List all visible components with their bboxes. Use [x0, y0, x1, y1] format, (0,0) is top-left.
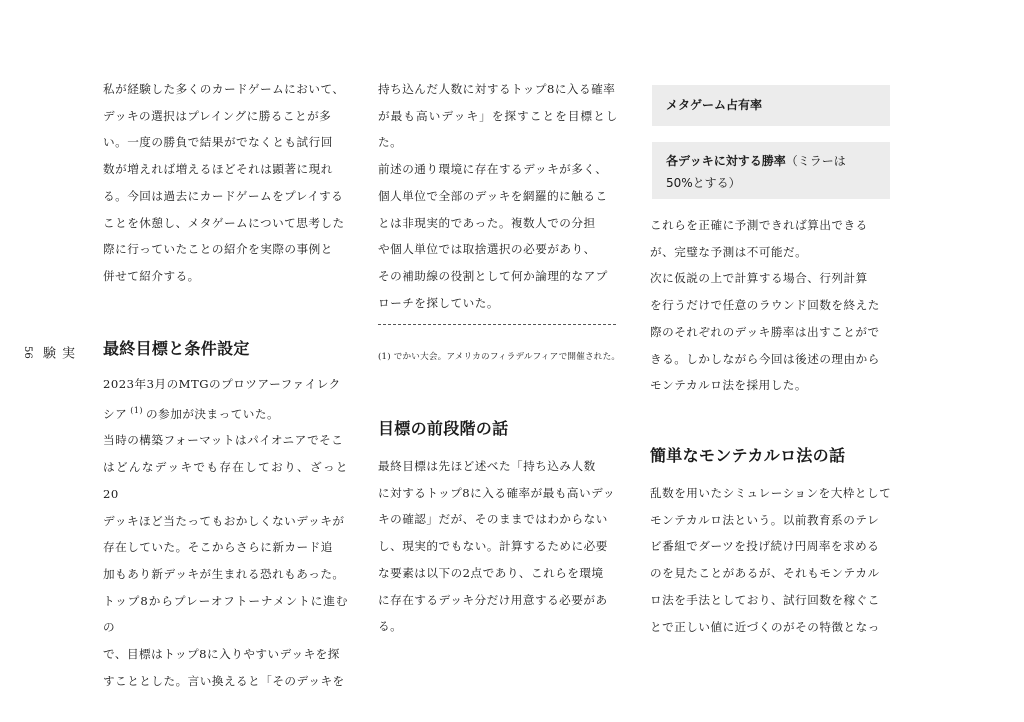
win-rate-label: 各デッキに対する勝率	[666, 154, 786, 168]
conditions-line-2	[103, 398, 348, 428]
page-number: 56	[22, 346, 33, 359]
monte-carlo-paragraph: 乱数を用いたシミュレーションを大枠として モンテカルロ法という。以前教育系のテレ ビ番組でダーツを投げ続け円周率を求める のを見たことがあるが、それもモンテカル ロ法を手法としており、試行回数を稼ぐこ とで正しい値に近づくのがその特徴となっ	[650, 486, 892, 634]
conditions-line-2-end: の参加が決まっていた。	[146, 406, 280, 421]
win-rate-note-1: （ミラーは	[785, 154, 846, 168]
section-heading-monte-carlo: 簡単なモンテカルロ法の話	[650, 446, 846, 465]
goal-paragraph: 持ち込んだ人数に対するトップ8に入る確率 が最も高いデッキ」を探すことを目標とした。 前述の通り環境に存在するデッキが多く、 個人単位で全部のデッキを網羅的に触るこ とは非現実的であった。複数人での分担 や個人単位では取捨選択の必要があり、 その補助線の役割として何か論理的なアプ ローチを探していた。	[378, 82, 618, 310]
section-heading-goal-conditions: 最終目標と条件設定	[103, 339, 250, 358]
win-rate-note-2: 50%とする）	[666, 176, 741, 190]
element-box-meta-share: メタゲーム占有率	[652, 85, 890, 126]
conditions-paragraph	[103, 371, 348, 694]
section-heading-pre-stage: 目標の前段階の話	[378, 419, 509, 438]
conditions-rest: 当時の構築フォーマットはパイオニアでそこ はどんなデッキでも存在しており、ざっと20 デッキほど当たってもおかしくないデッキが 存在していた。そこからさらに新カード追 加もあり新デッキが生まれる恐れもあった。 トップ8からプレーオフトーナメントに進むの で、目標はトップ8に入りやすいデッキを探 すこととした。言い換えると「そのデッキを	[103, 433, 348, 688]
prediction-paragraph: これらを正確に予測できれば算出できる が、完璧な予測は不可能だ。 次に仮説の上で計算する場合、行列計算 を行うだけで任意のラウンド回数を終えた 際のそれぞれのデッキ勝率は出すことがで きる。しかしながら今回は後述の理由から モンテカルロ法を採用した。	[650, 218, 880, 393]
pre-stage-paragraph: 最終目標は先ほど述べた「持ち込み人数 に対するトップ8に入る確率が最も高いデッ キの確認」だが、そのままではわからない し、現実的でもない。計算するために必要 な要素は以下の2点であり、これらを環境 に存在するデッキ分だけ用意する必要があ る。	[378, 459, 616, 634]
chapter-label: 実験	[40, 346, 74, 359]
footnote-text: (1) でかい大会。アメリカのフィラデルフィアで開催された。	[378, 352, 621, 362]
conditions-line-1: 2023年3月のMTGのプロツアーファイレク	[103, 377, 341, 391]
footnote-divider	[378, 324, 616, 325]
element-box-win-rate	[652, 142, 890, 199]
conditions-line-2-start: シア	[103, 406, 128, 421]
intro-paragraph: 私が経験した多くのカードゲームにおいて、 デッキの選択はプレイングに勝ることが多 い。一度の勝負で結果がでなくとも試行回 数が増えれば増えるほどそれは顕著に現れ る。今回は過去にカードゲームをプレイする ことを休憩し、メタゲームについて思考した 際に行っていたことの紹介を実際の事例と 併せて紹介する。	[103, 82, 345, 283]
footnote-reference[interactable]: (1)	[130, 405, 144, 415]
